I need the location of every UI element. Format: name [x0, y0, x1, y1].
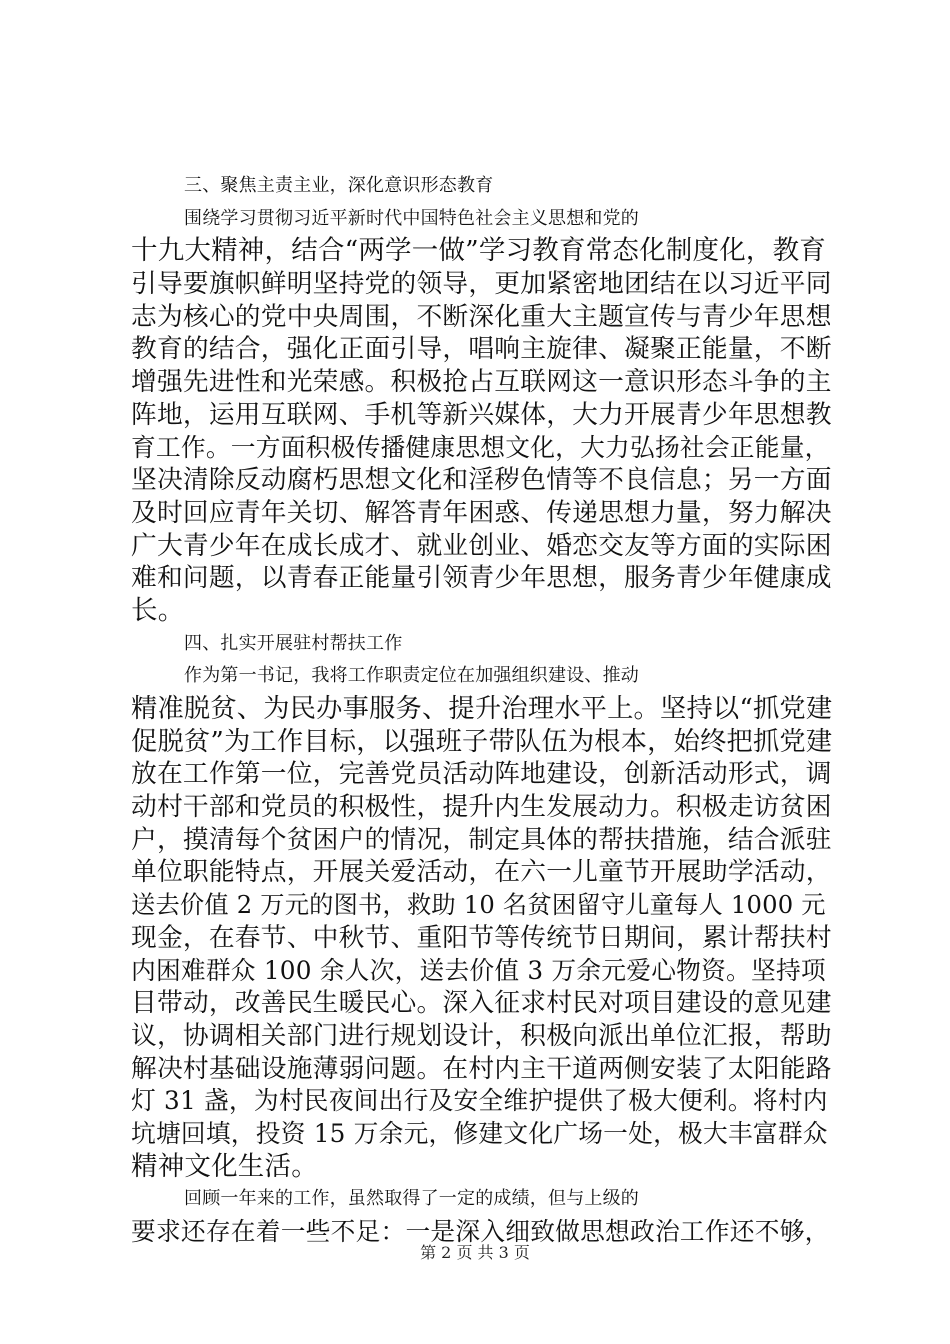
paragraph-line: 作为第一书记，我将工作职责定位在加强组织建设、推动 — [184, 665, 639, 687]
section-heading-3: 三、聚焦主责主业，深化意识形态教育 — [184, 175, 494, 196]
paragraph-line: 引导要旗帜鲜明坚持党的领导，更加紧密地团结在以习近平同 — [131, 269, 832, 300]
document-body — [131, 170, 831, 1249]
section-heading-4: 四、扎实开展驻村帮扶工作 — [184, 632, 403, 654]
paragraph-line: 放在工作第一位，完善党员活动阵地建设，创新活动形式，调 — [131, 759, 832, 790]
paragraph-line: 促脱贫”为工作目标，以强班子带队伍为根本，始终把抓党建 — [131, 726, 833, 757]
paragraph-line: 广大青少年在成长成才、就业创业、婚恋交友等方面的实际困 — [131, 530, 832, 561]
paragraph-line: 阵地，运用互联网、手机等新兴媒体，大力开展青少年思想教 — [131, 399, 832, 430]
paragraph-line: 坑塘回填，投资 15 万余元，修建文化广场一处，极大丰富群众 — [131, 1118, 828, 1148]
paragraph-line: 要求还存在着一些不足：一是深入细致做思想政治工作还不够， — [131, 1217, 830, 1246]
paragraph-line: 议，协调相关部门进行规划设计，积极向派出单位汇报，帮助 — [131, 1020, 832, 1051]
paragraph-line: 现金，在春节、中秋节、重阳节等传统节日期间，累计帮扶村 — [131, 922, 832, 953]
paragraph-line: 回顾一年来的工作，虽然取得了一定的成绩，但与上级的 — [184, 1188, 639, 1210]
paragraph-line: 教育的结合，强化正面引导，唱响主旋律、凝聚正能量，不断 — [131, 334, 832, 365]
paragraph-line: 长。 — [131, 594, 185, 626]
paragraph-line: 目带动，改善民生暖民心。深入征求村民对项目建设的意见建 — [131, 988, 832, 1019]
paragraph-line: 送去价值 2 万元的图书，救助 10 名贫困留守儿童每人 1000 元 — [131, 890, 826, 920]
paragraph-line: 解决村基础设施薄弱问题。在村内主干道两侧安装了太阳能路 — [131, 1053, 832, 1084]
paragraph-line: 户，摸清每个贫困户的情况，制定具体的帮扶措施，结合派驻 — [131, 824, 832, 855]
paragraph-line: 灯 31 盏，为村民夜间出行及安全维护提供了极大便利。将村内 — [131, 1086, 828, 1116]
paragraph-line: 及时回应青年关切、解答青年困惑、传递思想力量，努力解决 — [131, 497, 832, 528]
paragraph-line: 单位职能特点，开展关爱活动，在六一儿童节开展助学活动， — [131, 857, 832, 888]
page-footer: 第 2 页 共 3 页 — [420, 1243, 530, 1262]
paragraph-line: 增强先进性和光荣感。积极抢占互联网这一意识形态斗争的主 — [131, 367, 832, 398]
paragraph-line: 志为核心的党中央周围，不断深化重大主题宣传与青少年思想 — [131, 301, 832, 332]
paragraph-line: 围绕学习贯彻习近平新时代中国特色社会主义思想和党的 — [184, 207, 639, 229]
paragraph-line: 坚决清除反动腐朽思想文化和淫秽色情等不良信息；另一方面 — [131, 465, 832, 496]
paragraph-line: 难和问题，以青春正能量引领青少年思想，服务青少年健康成 — [131, 563, 832, 594]
paragraph-line: 精神文化生活。 — [131, 1150, 318, 1182]
paragraph-line: 育工作。一方面积极传播健康思想文化，大力弘扬社会正能量， — [131, 432, 830, 462]
paragraph-line: 十九大精神，结合“两学一做”学习教育常态化制度化，教育 — [131, 235, 826, 267]
paragraph-line: 精准脱贫、为民办事服务、提升治理水平上。坚持以“抓党建 — [131, 694, 833, 724]
paragraph-line: 动村干部和党员的积极性，提升内生发展动力。积极走访贫困 — [131, 792, 832, 823]
paragraph-line: 内困难群众 100 余人次，送去价值 3 万余元爱心物资。坚持项 — [131, 955, 826, 985]
